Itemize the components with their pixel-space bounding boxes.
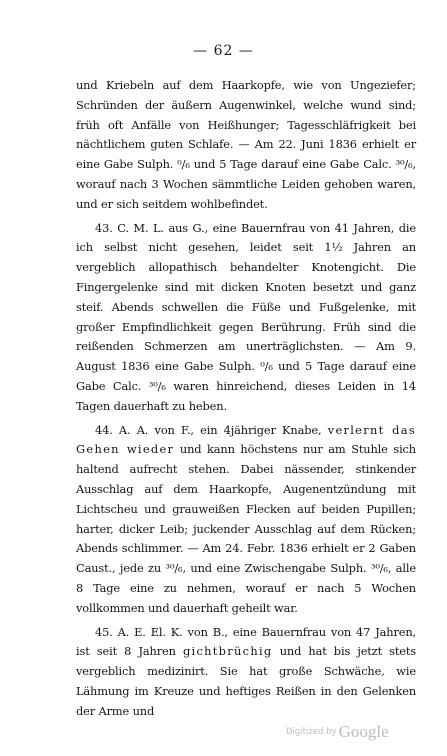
- paragraph-case-45: [76, 623, 416, 722]
- case-45-emphasis: gichtbrüchig: [182, 644, 273, 659]
- google-logo: Google: [338, 722, 389, 741]
- case-44-emphasis: verlernt das Gehen wieder: [76, 422, 417, 457]
- watermark-prefix: Digitized by: [286, 727, 337, 737]
- paragraph-case-44: [76, 421, 416, 619]
- paragraph-continuation: und Kriebeln auf dem Haarkopfe, wie von Ungeziefer; Schründen der äußern Augenwinkel, welche wund sind; früh oft Anfälle von Heißhunger; Tagesschläfrigkeit bei nächtlichem guten Schlafe. — Am 22. Juni 1836 erhielt er eine Gabe Sulph. ⁰/₆ und 5 Tage darauf eine Gabe Calc. ³⁰/₆, worauf nach 3 Wochen sämmtliche Leiden gehoben waren, und er sich seitdem wohlbefindet.: [76, 78, 416, 211]
- digitization-watermark: [286, 722, 389, 742]
- case-44-body: und kann höchstens nur am Stuhle sich haltend aufrecht stehen. Dabei nässender, stinkender Ausschlag auf dem Haarkopfe, Augenentzündung mit Lichtscheu und grauweißen Flecken auf beiden Pupillen; harter, dicker Leib; juckender Ausschlag auf dem Rücken; Abends schlimmer. — Am 24. Febr. 1836 erhielt er 2 Gaben Caust., jede zu ³⁰/₆, und eine Zwischengabe Sulph. ³⁰/₆, alle 8 Tage eine zu nehmen, worauf er nach 5 Wochen vollkommen und dauerhaft geheilt war.: [76, 442, 416, 615]
- case-45-intro: 45. A. E. El. K. von B., eine Bauernfrau von 47 Jahren, ist seit 8 Jahren: [76, 624, 416, 659]
- paragraph-case-43: 43. C. M. L. aus G., eine Bauernfrau von 41 Jahren, die ich selbst nicht gesehen, leidet seit 1½ Jahren an vergeblich allopathisch behandelter Knotengicht. Die Fingergelenke sind mit dicken Knoten besetzt und ganz steif. Abends schwellen die Füße und Fußgelenke, mit großer Empfindlichkeit gegen Berührung. Früh sind die reißenden Schmerzen am unerträglichsten. — Am 9. August 1836 eine Gabe Sulph. ⁰/₆ und 5 Tage darauf eine Gabe Calc. ³⁰/₆ waren hinreichend, dieses Leiden in 14 Tagen dauerhaft zu heben.: [76, 220, 416, 413]
- page-number: — 62 —: [193, 43, 254, 59]
- case-45-body: und hat bis jetzt stets vergeblich medizinirt. Sie hat große Schwäche, wie Lähmung im Kreuze und heftiges Reißen in den Gelenken der Arme und: [76, 644, 417, 718]
- case-44-intro: 44. A. A. von F., ein 4jähriger Knabe,: [95, 422, 328, 437]
- body-text: [76, 76, 416, 722]
